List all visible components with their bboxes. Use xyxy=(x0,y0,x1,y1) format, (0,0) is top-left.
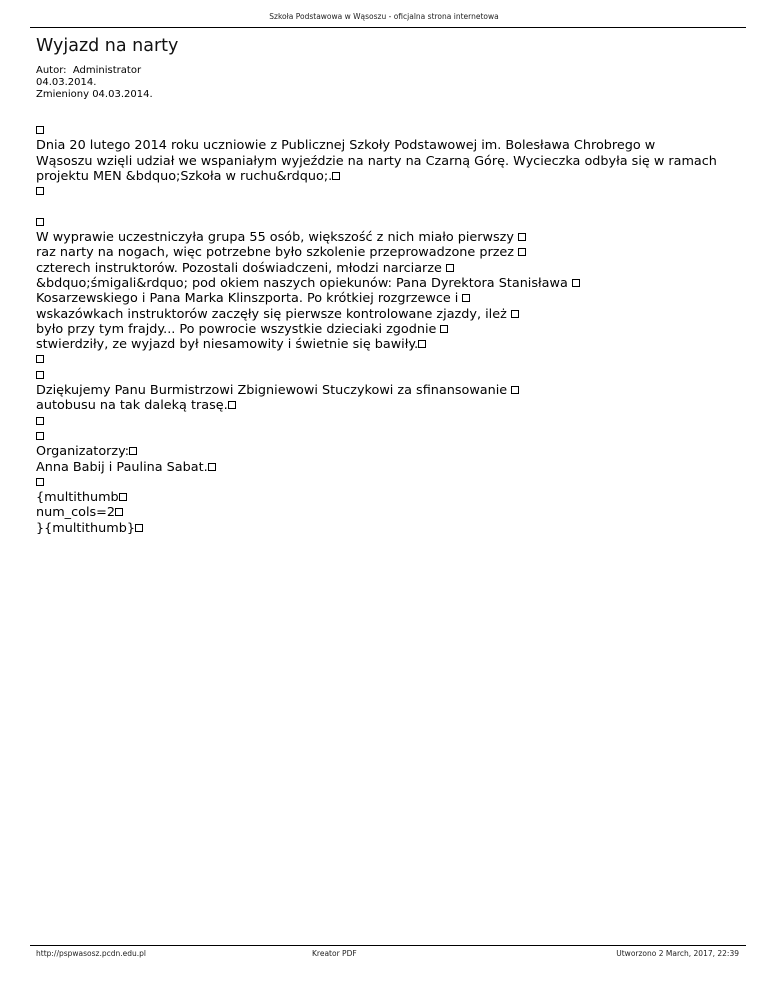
article-text: stwierdziły, ze wyjazd był niesamowity i świetnie się bawiły. xyxy=(36,337,419,353)
article-title: Wyjazd na narty xyxy=(36,36,179,56)
article-text-line xyxy=(36,337,736,352)
missing-glyph-icon xyxy=(36,371,44,379)
article-text-line xyxy=(36,307,736,322)
article-text: raz narty na nogach, więc potrzebne było szkolenie przeprowadzone przez xyxy=(36,245,519,261)
missing-glyph-icon xyxy=(208,463,216,471)
article-text: Wąsoszu wzięli udział we wspaniałym wyjeździe na narty na Czarną Górę. Wycieczka odbyła się w ramach xyxy=(36,153,717,169)
missing-glyph-line xyxy=(36,123,736,138)
footer-divider xyxy=(30,945,746,946)
article-text: num_cols=2 xyxy=(36,505,116,521)
article-text-line xyxy=(36,460,736,475)
missing-glyph-icon xyxy=(518,233,526,241)
missing-glyph-icon xyxy=(36,432,44,440)
article-text-line xyxy=(36,138,736,153)
article-text-line xyxy=(36,169,736,184)
article-author: Autor: Administrator xyxy=(36,65,142,76)
missing-glyph-icon xyxy=(36,478,44,486)
missing-glyph-line xyxy=(36,475,736,490)
article-date: 04.03.2014. xyxy=(36,77,97,88)
article-text: Kosarzewskiego i Pana Marka Klinszporta. Po krótkiej rozgrzewce i xyxy=(36,291,463,307)
article-modified: Zmieniony 04.03.2014. xyxy=(36,89,153,100)
missing-glyph-line xyxy=(36,215,736,230)
missing-glyph-line xyxy=(36,368,736,383)
article-text: &bdquo;śmigali&rdquo; pod okiem naszych opiekunów: Pana Dyrektora Stanisława xyxy=(36,275,572,291)
article-text: W wyprawie uczestniczyła grupa 55 osób, większość z nich miało pierwszy xyxy=(36,230,519,246)
missing-glyph-line xyxy=(36,184,736,199)
missing-glyph-icon xyxy=(440,325,448,333)
article-text: }{multithumb} xyxy=(36,520,135,536)
article-text-line xyxy=(36,521,736,536)
article-text: Organizatorzy: xyxy=(36,444,130,460)
missing-glyph-icon xyxy=(332,172,340,180)
missing-glyph-icon xyxy=(446,264,454,272)
footer-generator: Kreator PDF xyxy=(312,949,357,958)
missing-glyph-icon xyxy=(518,248,526,256)
blank-line xyxy=(36,199,736,214)
article-text: Dziękujemy Panu Burmistrzowi Zbigniewowi Stuczykowi za sfinansowanie xyxy=(36,383,512,399)
missing-glyph-icon xyxy=(36,417,44,425)
missing-glyph-icon xyxy=(36,126,44,134)
article-text-line xyxy=(36,322,736,337)
footer-created: Utworzono 2 March, 2017, 22:39 xyxy=(616,949,739,958)
article-text: projektu MEN &bdquo;Szkoła w ruchu&rdquo;. xyxy=(36,168,333,184)
missing-glyph-icon xyxy=(462,294,470,302)
page-header: Szkoła Podstawowa w Wąsoszu - oficjalna strona internetowa xyxy=(269,12,499,21)
article-text: czterech instruktorów. Pozostali doświadczeni, młodzi narciarze xyxy=(36,260,446,276)
missing-glyph-icon xyxy=(511,386,519,394)
article-text-line xyxy=(36,490,736,505)
article-meta xyxy=(36,65,153,101)
article-text: autobusu na tak daleką trasę. xyxy=(36,398,228,414)
missing-glyph-icon xyxy=(228,401,236,409)
article-text: {multithumb xyxy=(36,490,119,506)
missing-glyph-icon xyxy=(115,508,123,516)
article-text: Anna Babij i Paulina Sabat. xyxy=(36,459,208,475)
missing-glyph-icon xyxy=(36,218,44,226)
missing-glyph-icon xyxy=(572,279,580,287)
article-text-line xyxy=(36,230,736,245)
article-text-line xyxy=(36,291,736,306)
article-text-line xyxy=(36,276,736,291)
article-body xyxy=(36,123,736,536)
missing-glyph-icon xyxy=(119,493,127,501)
missing-glyph-line xyxy=(36,414,736,429)
article-text-line xyxy=(36,444,736,459)
article-text-line xyxy=(36,245,736,260)
article-text: Dnia 20 lutego 2014 roku uczniowie z Publicznej Szkoły Podstawowej im. Bolesława Chrobrego w xyxy=(36,138,656,154)
missing-glyph-icon xyxy=(418,340,426,348)
missing-glyph-line xyxy=(36,352,736,367)
article-text: wskazówkach instruktorów zaczęły się pierwsze kontrolowane zjazdy, ileż xyxy=(36,306,511,322)
article-text-line xyxy=(36,154,736,169)
article-text-line xyxy=(36,383,736,398)
missing-glyph-icon xyxy=(511,310,519,318)
missing-glyph-icon xyxy=(36,355,44,363)
missing-glyph-line xyxy=(36,429,736,444)
article-text-line xyxy=(36,261,736,276)
header-divider xyxy=(30,27,746,28)
missing-glyph-icon xyxy=(129,447,137,455)
footer-url: http://pspwasosz.pcdn.edu.pl xyxy=(36,949,146,958)
article-text-line xyxy=(36,398,736,413)
missing-glyph-icon xyxy=(135,524,143,532)
article-text-line xyxy=(36,505,736,520)
missing-glyph-icon xyxy=(36,187,44,195)
article-text: było przy tym frajdy... Po powrocie wszystkie dzieciaki zgodnie xyxy=(36,321,441,337)
